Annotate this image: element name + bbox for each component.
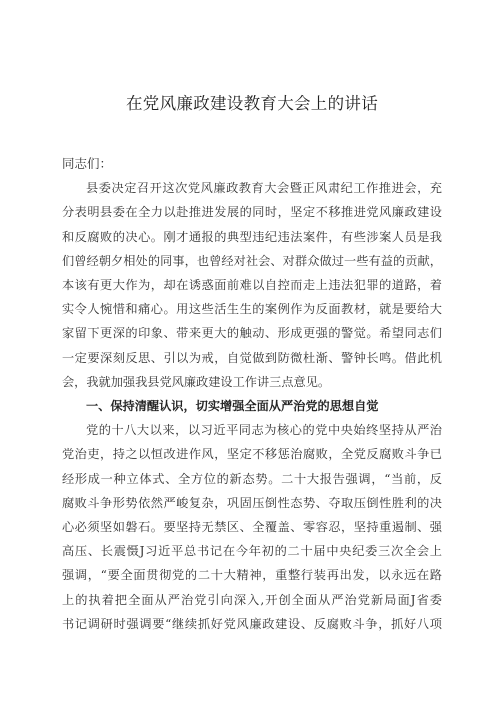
paragraph-line: 经形成一种立体式、全方位的新态势。二十大报告强调，“当前，反 <box>62 471 442 486</box>
paragraph-line: 心必须坚如磐石。要坚持无禁区、全覆盖、零容忍，坚持重遏制、强 <box>62 520 442 535</box>
paragraph-line: 党的十八大以来，以习近平同志为核心的党中央始终坚持从严治 <box>86 423 442 438</box>
paragraph-line: 会，我就加强我县党风廉政建设工作讲三点意见。 <box>62 374 331 389</box>
paragraph-line: 书记调研时强调要“继续抓好党风廉政建设、反腐败斗争，抓好八项 <box>62 616 442 631</box>
paragraph-line: 强调，“要全面贯彻党的二十大精神，重整行装再出发，以永远在路 <box>62 568 442 583</box>
paragraph-line: 一定要深刻反思、引以为戒，自觉做到防微杜渐、警钟长鸣。借此机 <box>62 350 442 365</box>
paragraph-section-1 <box>62 418 442 636</box>
paragraph-line: 县委决定召开这次党风廉政教育大会暨正风肃纪工作推进会，充 <box>86 181 442 196</box>
paragraph-line: 家留下更深的印象、带来更大的触动、形成更强的警觉。希望同志们 <box>62 326 442 341</box>
salutation: 同志们： <box>62 156 113 171</box>
paragraph-line: 分表明县委在全力以赴推进发展的同时，坚定不移推进党风廉政建设 <box>62 205 442 220</box>
paragraph-line: 高压、长震慑J习近平总书记在今年初的二十届中央纪委三次全会上 <box>62 544 442 559</box>
paragraph-line: 党治吏，持之以恒改进作风，坚定不移惩治腐败，全党反腐败斗争已 <box>62 447 442 462</box>
paragraph-line: 上的执着把全面从严治党引向深入,开创全面从严治党新局面J省委 <box>62 592 442 607</box>
paragraph-line: 们曾经朝夕相处的同事，也曾经对社会、对群众做过一些有益的贡献， <box>62 253 442 268</box>
paragraph-line: 腐败斗争形势依然严峻复杂，巩固压倒性态势、夺取压倒性胜利的决 <box>62 495 442 510</box>
paragraph-line: 和反腐败的决心。刚才通报的典型违纪违法案件，有些涉案人员是我 <box>62 229 442 244</box>
paragraph-intro <box>62 176 442 394</box>
paragraph-line: 实令人惋惜和痛心。用这些活生生的案例作为反面教材，就是要给大 <box>62 302 442 317</box>
paragraph-line: 本该有更大作为，却在诱惑面前难以自控而走上违法犯罪的道路，着 <box>62 278 442 293</box>
document-title: 在党风廉政建设教育大会上的讲话 <box>126 94 378 113</box>
section-heading-1: 一、保持清醒认识，切实增强全面从严治党的思想自觉 <box>86 399 379 414</box>
